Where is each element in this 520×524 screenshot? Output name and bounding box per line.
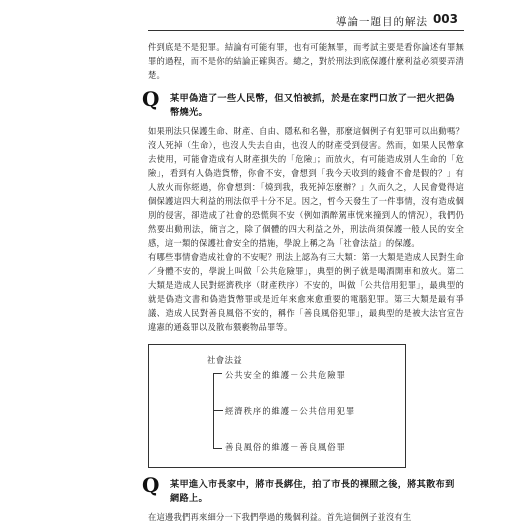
header-rule — [148, 30, 464, 31]
diagram-bracket — [213, 373, 222, 449]
section-1-paragraph-2: 有哪些事情會造成社會的不安呢？刑法上認為有三大類：第一大類是造成人民對生命／身體不安的，學說上叫做「公共危險罪」，典型的例子就是喝酒開車和放火。第二大類是造成人民對經濟秩序（財產秩序）不安的，叫做「公共信用犯罪」，最典型的就是偽造文書和偽造貨幣罪或是近年來愈來愈重要的電腦犯罪。第三大類是最有爭議、造成人民對善良風俗不安的，稱作「善良風俗犯罪」，最典型的是被大法官宣告違憲的通姦罪以及散布猥褻物品罪等。 — [148, 252, 464, 332]
section-1-paragraph-1: 如果刑法只保護生命、財產、自由、隱私和名譽，那麼這個例子有犯罪可以出動嗎？沒人死掉（生命），也沒人失去自由，也沒人的財產受到侵害。然而，如果人民幣拿去使用，可能會造成有人財產損失的「危險」；而放火，有可能造成別人生命的「危險」，看到有人偽造貨幣，你會不安，會想到「我今天收到的錢會不會是假的？」有人放火而你經過，你會想到：「燒到我，我死掉怎麼辦？」久而久之，人民會覺得這個保護這四大利益的刑法似乎十分不足。因之，哲今天發生了一件事情，沒有造成個別的侵害，卻造成了社會的恐慌與不安（例如酒醉駕車恍來撞到人的情況），我們仍然要出動刑法，簡言之，除了個體的四大利益之外，刑法尚須保護一般人民的安全感，這一類的保護社會安全的措施，學說上稱之為「社會法益」的保護。 — [148, 126, 464, 248]
page-body — [142, 40, 464, 524]
intro-paragraph: 件到底是不是犯罪。結論有可能有罪，也有可能無罪，而考試主要是看你論述有罪無罪的過程，而不是你的結論正確與否。總之，對於刑法到底保護什麼利益必須要弄清楚。 — [148, 42, 464, 80]
question-icon: Q — [142, 87, 160, 111]
question-2-text: 某甲進入市長家中，將市長綁住，拍了市長的裸照之後，將其散布到網路上。 — [170, 479, 455, 504]
section-2-paragraph: 在這邊我們再來細分一下我們學過的幾個利益。首先這個例子並沒有生 — [148, 512, 412, 522]
social-interest-diagram — [148, 344, 406, 468]
diagram-title: 社會法益 — [207, 355, 243, 365]
diagram-item-1: 公共安全的維護－公共危險罪 — [225, 370, 346, 380]
question-1-text: 某甲偽造了一些人民幣，但又怕被抓，於是在家門口放了一把火把偽幣燒光。 — [170, 93, 455, 118]
diagram-item-2: 經濟秩序的維護－公共信用犯罪 — [225, 406, 356, 416]
diagram-item-3: 善良風俗的維護－善良風俗罪 — [225, 442, 346, 452]
question-2 — [142, 473, 464, 506]
chapter-title: 導論一題目的解法 — [336, 16, 428, 28]
diagram-bracket-tick — [213, 410, 223, 411]
question-icon: Q — [142, 473, 160, 497]
question-1 — [142, 87, 464, 120]
running-header — [0, 8, 520, 30]
page-number: 003 — [432, 12, 458, 26]
